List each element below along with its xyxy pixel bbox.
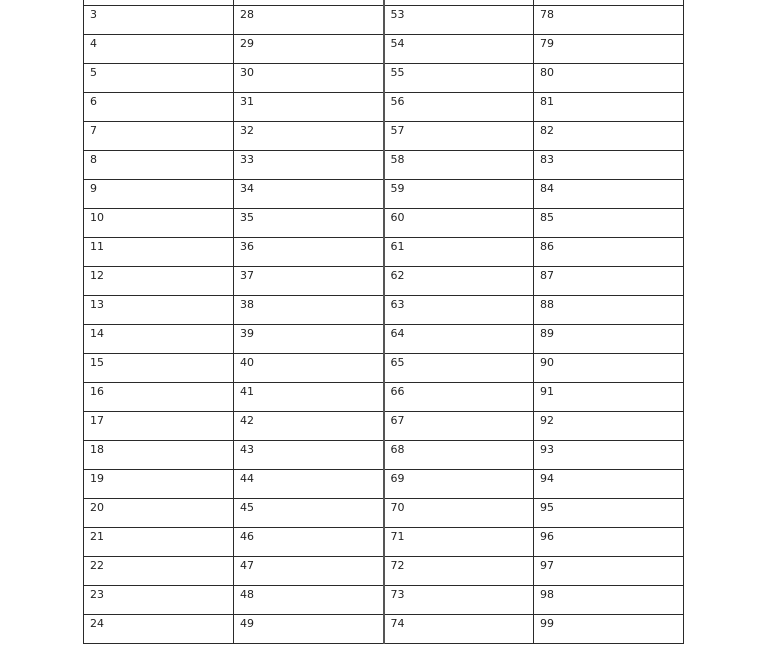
table-row xyxy=(84,441,684,470)
cell-text: 86 xyxy=(540,240,554,253)
table-row xyxy=(84,586,684,615)
table-cell[interactable] xyxy=(534,296,684,325)
table-cell[interactable] xyxy=(234,470,384,499)
cell-text: 90 xyxy=(540,356,554,369)
table-cell[interactable] xyxy=(84,586,234,615)
cell-text: 3 xyxy=(90,8,97,21)
table-cell[interactable] xyxy=(384,6,534,35)
table-cell[interactable] xyxy=(384,557,534,586)
cell-text: 73 xyxy=(390,588,405,601)
cell-text: 93 xyxy=(540,443,554,456)
cell-text: 81 xyxy=(540,95,554,108)
table-cell[interactable] xyxy=(84,238,234,267)
table-row xyxy=(84,122,684,151)
table-cell[interactable] xyxy=(384,325,534,354)
table-cell[interactable] xyxy=(84,412,234,441)
table-cell[interactable] xyxy=(234,64,384,93)
cell-text: 8 xyxy=(90,153,97,166)
cell-text: 23 xyxy=(90,588,104,601)
table-cell[interactable] xyxy=(534,6,684,35)
table-cell[interactable] xyxy=(534,180,684,209)
table-cell[interactable] xyxy=(384,354,534,383)
cell-text: 82 xyxy=(540,124,554,137)
cell-text: 59 xyxy=(390,182,405,195)
table-row xyxy=(84,238,684,267)
table-row xyxy=(84,35,684,64)
table-cell[interactable] xyxy=(84,151,234,180)
table-row xyxy=(84,470,684,499)
cell-text: 66 xyxy=(390,385,405,398)
cell-text: 18 xyxy=(90,443,104,456)
cell-text: 70 xyxy=(390,501,405,514)
cell-text: 61 xyxy=(390,240,405,253)
table-row xyxy=(84,93,684,122)
table-cell[interactable] xyxy=(534,354,684,383)
cell-text: 46 xyxy=(240,530,254,543)
cell-text: 98 xyxy=(540,588,554,601)
table-cell[interactable] xyxy=(534,528,684,557)
table-cell[interactable] xyxy=(534,64,684,93)
table-cell[interactable] xyxy=(384,64,534,93)
cell-text: 45 xyxy=(240,501,254,514)
cell-text: 22 xyxy=(90,559,104,572)
table-cell[interactable] xyxy=(234,557,384,586)
table-cell[interactable] xyxy=(84,528,234,557)
table-cell[interactable] xyxy=(384,615,534,644)
table-cell[interactable] xyxy=(384,151,534,180)
table-cell[interactable] xyxy=(84,325,234,354)
cell-text: 74 xyxy=(390,617,405,630)
table-cell[interactable] xyxy=(234,499,384,528)
table-cell[interactable] xyxy=(84,209,234,238)
table-row xyxy=(84,325,684,354)
cell-text: 49 xyxy=(240,617,254,630)
cell-text: 63 xyxy=(390,298,405,311)
table-cell[interactable] xyxy=(384,586,534,615)
table-cell[interactable] xyxy=(234,238,384,267)
table-cell[interactable] xyxy=(384,238,534,267)
table-cell[interactable] xyxy=(534,35,684,64)
cell-text: 35 xyxy=(240,211,254,224)
cell-text: 79 xyxy=(540,37,554,50)
table-cell[interactable] xyxy=(84,383,234,412)
cell-text: 64 xyxy=(390,327,405,340)
cell-text: 37 xyxy=(240,269,254,282)
cell-text: 58 xyxy=(390,153,405,166)
table-cell[interactable] xyxy=(84,267,234,296)
cell-text: 19 xyxy=(90,472,104,485)
table-row xyxy=(84,354,684,383)
cell-text: 96 xyxy=(540,530,554,543)
table-cell[interactable] xyxy=(384,93,534,122)
cell-text: 20 xyxy=(90,501,104,514)
cell-text: 24 xyxy=(90,617,104,630)
table-cell[interactable] xyxy=(534,238,684,267)
cell-text: 62 xyxy=(390,269,405,282)
cell-text: 32 xyxy=(240,124,254,137)
cell-text: 5 xyxy=(90,66,97,79)
cell-text: 95 xyxy=(540,501,554,514)
table-cell[interactable] xyxy=(384,499,534,528)
table-cell[interactable] xyxy=(534,615,684,644)
cell-text: 83 xyxy=(540,153,554,166)
table-cell[interactable] xyxy=(84,296,234,325)
cell-text: 71 xyxy=(390,530,405,543)
cell-text: 6 xyxy=(90,95,97,108)
table-cell[interactable] xyxy=(534,325,684,354)
cell-text: 28 xyxy=(240,8,254,21)
cell-text: 40 xyxy=(240,356,254,369)
table-cell[interactable] xyxy=(84,557,234,586)
table-cell[interactable] xyxy=(234,6,384,35)
table-cell[interactable] xyxy=(384,122,534,151)
table-row xyxy=(84,6,684,35)
table-cell[interactable] xyxy=(384,296,534,325)
table-cell[interactable] xyxy=(84,122,234,151)
table-cell[interactable] xyxy=(384,180,534,209)
table-cell[interactable] xyxy=(384,35,534,64)
table-cell[interactable] xyxy=(234,383,384,412)
cell-text: 94 xyxy=(540,472,554,485)
table-cell[interactable] xyxy=(234,296,384,325)
table-cell[interactable] xyxy=(234,412,384,441)
table-cell[interactable] xyxy=(534,93,684,122)
table-cell[interactable] xyxy=(534,586,684,615)
cell-text: 55 xyxy=(390,66,405,79)
number-table xyxy=(83,0,684,644)
table-cell[interactable] xyxy=(534,441,684,470)
table-cell[interactable] xyxy=(84,441,234,470)
table-row xyxy=(84,499,684,528)
table-cell[interactable] xyxy=(84,354,234,383)
table-cell[interactable] xyxy=(534,267,684,296)
table-cell[interactable] xyxy=(234,441,384,470)
table-cell[interactable] xyxy=(234,151,384,180)
table-row xyxy=(84,267,684,296)
table-cell[interactable] xyxy=(234,354,384,383)
table-cell[interactable] xyxy=(234,122,384,151)
cell-text: 65 xyxy=(390,356,405,369)
cell-text: 11 xyxy=(90,240,104,253)
table-cell[interactable] xyxy=(234,267,384,296)
cell-text: 39 xyxy=(240,327,254,340)
cell-text: 48 xyxy=(240,588,254,601)
cell-text: 80 xyxy=(540,66,554,79)
table-cell[interactable] xyxy=(534,209,684,238)
cell-text: 60 xyxy=(390,211,405,224)
cell-text: 72 xyxy=(390,559,405,572)
cell-text: 54 xyxy=(390,37,405,50)
cell-text: 31 xyxy=(240,95,254,108)
cell-text: 15 xyxy=(90,356,104,369)
cell-text: 9 xyxy=(90,182,97,195)
cell-text: 87 xyxy=(540,269,554,282)
table-row xyxy=(84,615,684,644)
table-row xyxy=(84,412,684,441)
table-cell[interactable] xyxy=(384,383,534,412)
cell-text: 99 xyxy=(540,617,554,630)
table-cell[interactable] xyxy=(234,35,384,64)
cell-text: 91 xyxy=(540,385,554,398)
cell-text: 14 xyxy=(90,327,104,340)
table-cell[interactable] xyxy=(234,586,384,615)
table-cell[interactable] xyxy=(234,180,384,209)
cell-text: 12 xyxy=(90,269,104,282)
cell-text: 44 xyxy=(240,472,254,485)
cell-text: 43 xyxy=(240,443,254,456)
table-cell[interactable] xyxy=(234,209,384,238)
cell-text: 42 xyxy=(240,414,254,427)
cell-text: 53 xyxy=(390,8,405,21)
cell-text: 85 xyxy=(540,211,554,224)
table-cell[interactable] xyxy=(234,528,384,557)
cell-text: 13 xyxy=(90,298,104,311)
cell-text: 30 xyxy=(240,66,254,79)
table-cell[interactable] xyxy=(84,64,234,93)
cell-text: 36 xyxy=(240,240,254,253)
table-cell[interactable] xyxy=(234,325,384,354)
cell-text: 57 xyxy=(390,124,405,137)
cell-text: 47 xyxy=(240,559,254,572)
table-row xyxy=(84,528,684,557)
cell-text: 41 xyxy=(240,385,254,398)
table-cell[interactable] xyxy=(534,383,684,412)
cell-text: 97 xyxy=(540,559,554,572)
cell-text: 89 xyxy=(540,327,554,340)
table-cell[interactable] xyxy=(534,122,684,151)
cell-text: 4 xyxy=(90,37,97,50)
table-row xyxy=(84,209,684,238)
cell-text: 38 xyxy=(240,298,254,311)
table-cell[interactable] xyxy=(84,499,234,528)
cell-text: 17 xyxy=(90,414,104,427)
table-cell[interactable] xyxy=(534,412,684,441)
table-cell[interactable] xyxy=(234,93,384,122)
cell-text: 16 xyxy=(90,385,104,398)
cell-text: 29 xyxy=(240,37,254,50)
table-cell[interactable] xyxy=(534,499,684,528)
table-cell[interactable] xyxy=(384,528,534,557)
cell-text: 10 xyxy=(90,211,104,224)
table-cell[interactable] xyxy=(384,470,534,499)
cell-text: 7 xyxy=(90,124,97,137)
cell-text: 69 xyxy=(390,472,405,485)
table-cell[interactable] xyxy=(534,151,684,180)
cell-text: 67 xyxy=(390,414,405,427)
cell-text: 68 xyxy=(390,443,405,456)
cell-text: 34 xyxy=(240,182,254,195)
cell-text: 84 xyxy=(540,182,554,195)
table-row xyxy=(84,180,684,209)
cell-text: 78 xyxy=(540,8,554,21)
table-cell[interactable] xyxy=(84,615,234,644)
table-cell[interactable] xyxy=(84,35,234,64)
table-cell[interactable] xyxy=(84,6,234,35)
table-cell[interactable] xyxy=(384,267,534,296)
table-row xyxy=(84,557,684,586)
table-cell[interactable] xyxy=(84,93,234,122)
table-cell[interactable] xyxy=(384,412,534,441)
table-cell[interactable] xyxy=(84,470,234,499)
cell-text: 56 xyxy=(390,95,405,108)
table-cell[interactable] xyxy=(534,470,684,499)
table-row xyxy=(84,151,684,180)
table-cell[interactable] xyxy=(234,615,384,644)
cell-text: 92 xyxy=(540,414,554,427)
table-cell[interactable] xyxy=(534,557,684,586)
cell-text: 88 xyxy=(540,298,554,311)
table-row xyxy=(84,296,684,325)
table-cell[interactable] xyxy=(384,441,534,470)
cell-text: 33 xyxy=(240,153,254,166)
table-cell[interactable] xyxy=(84,180,234,209)
table-cell[interactable] xyxy=(384,209,534,238)
table-row xyxy=(84,64,684,93)
table-row xyxy=(84,383,684,412)
cell-text: 21 xyxy=(90,530,104,543)
